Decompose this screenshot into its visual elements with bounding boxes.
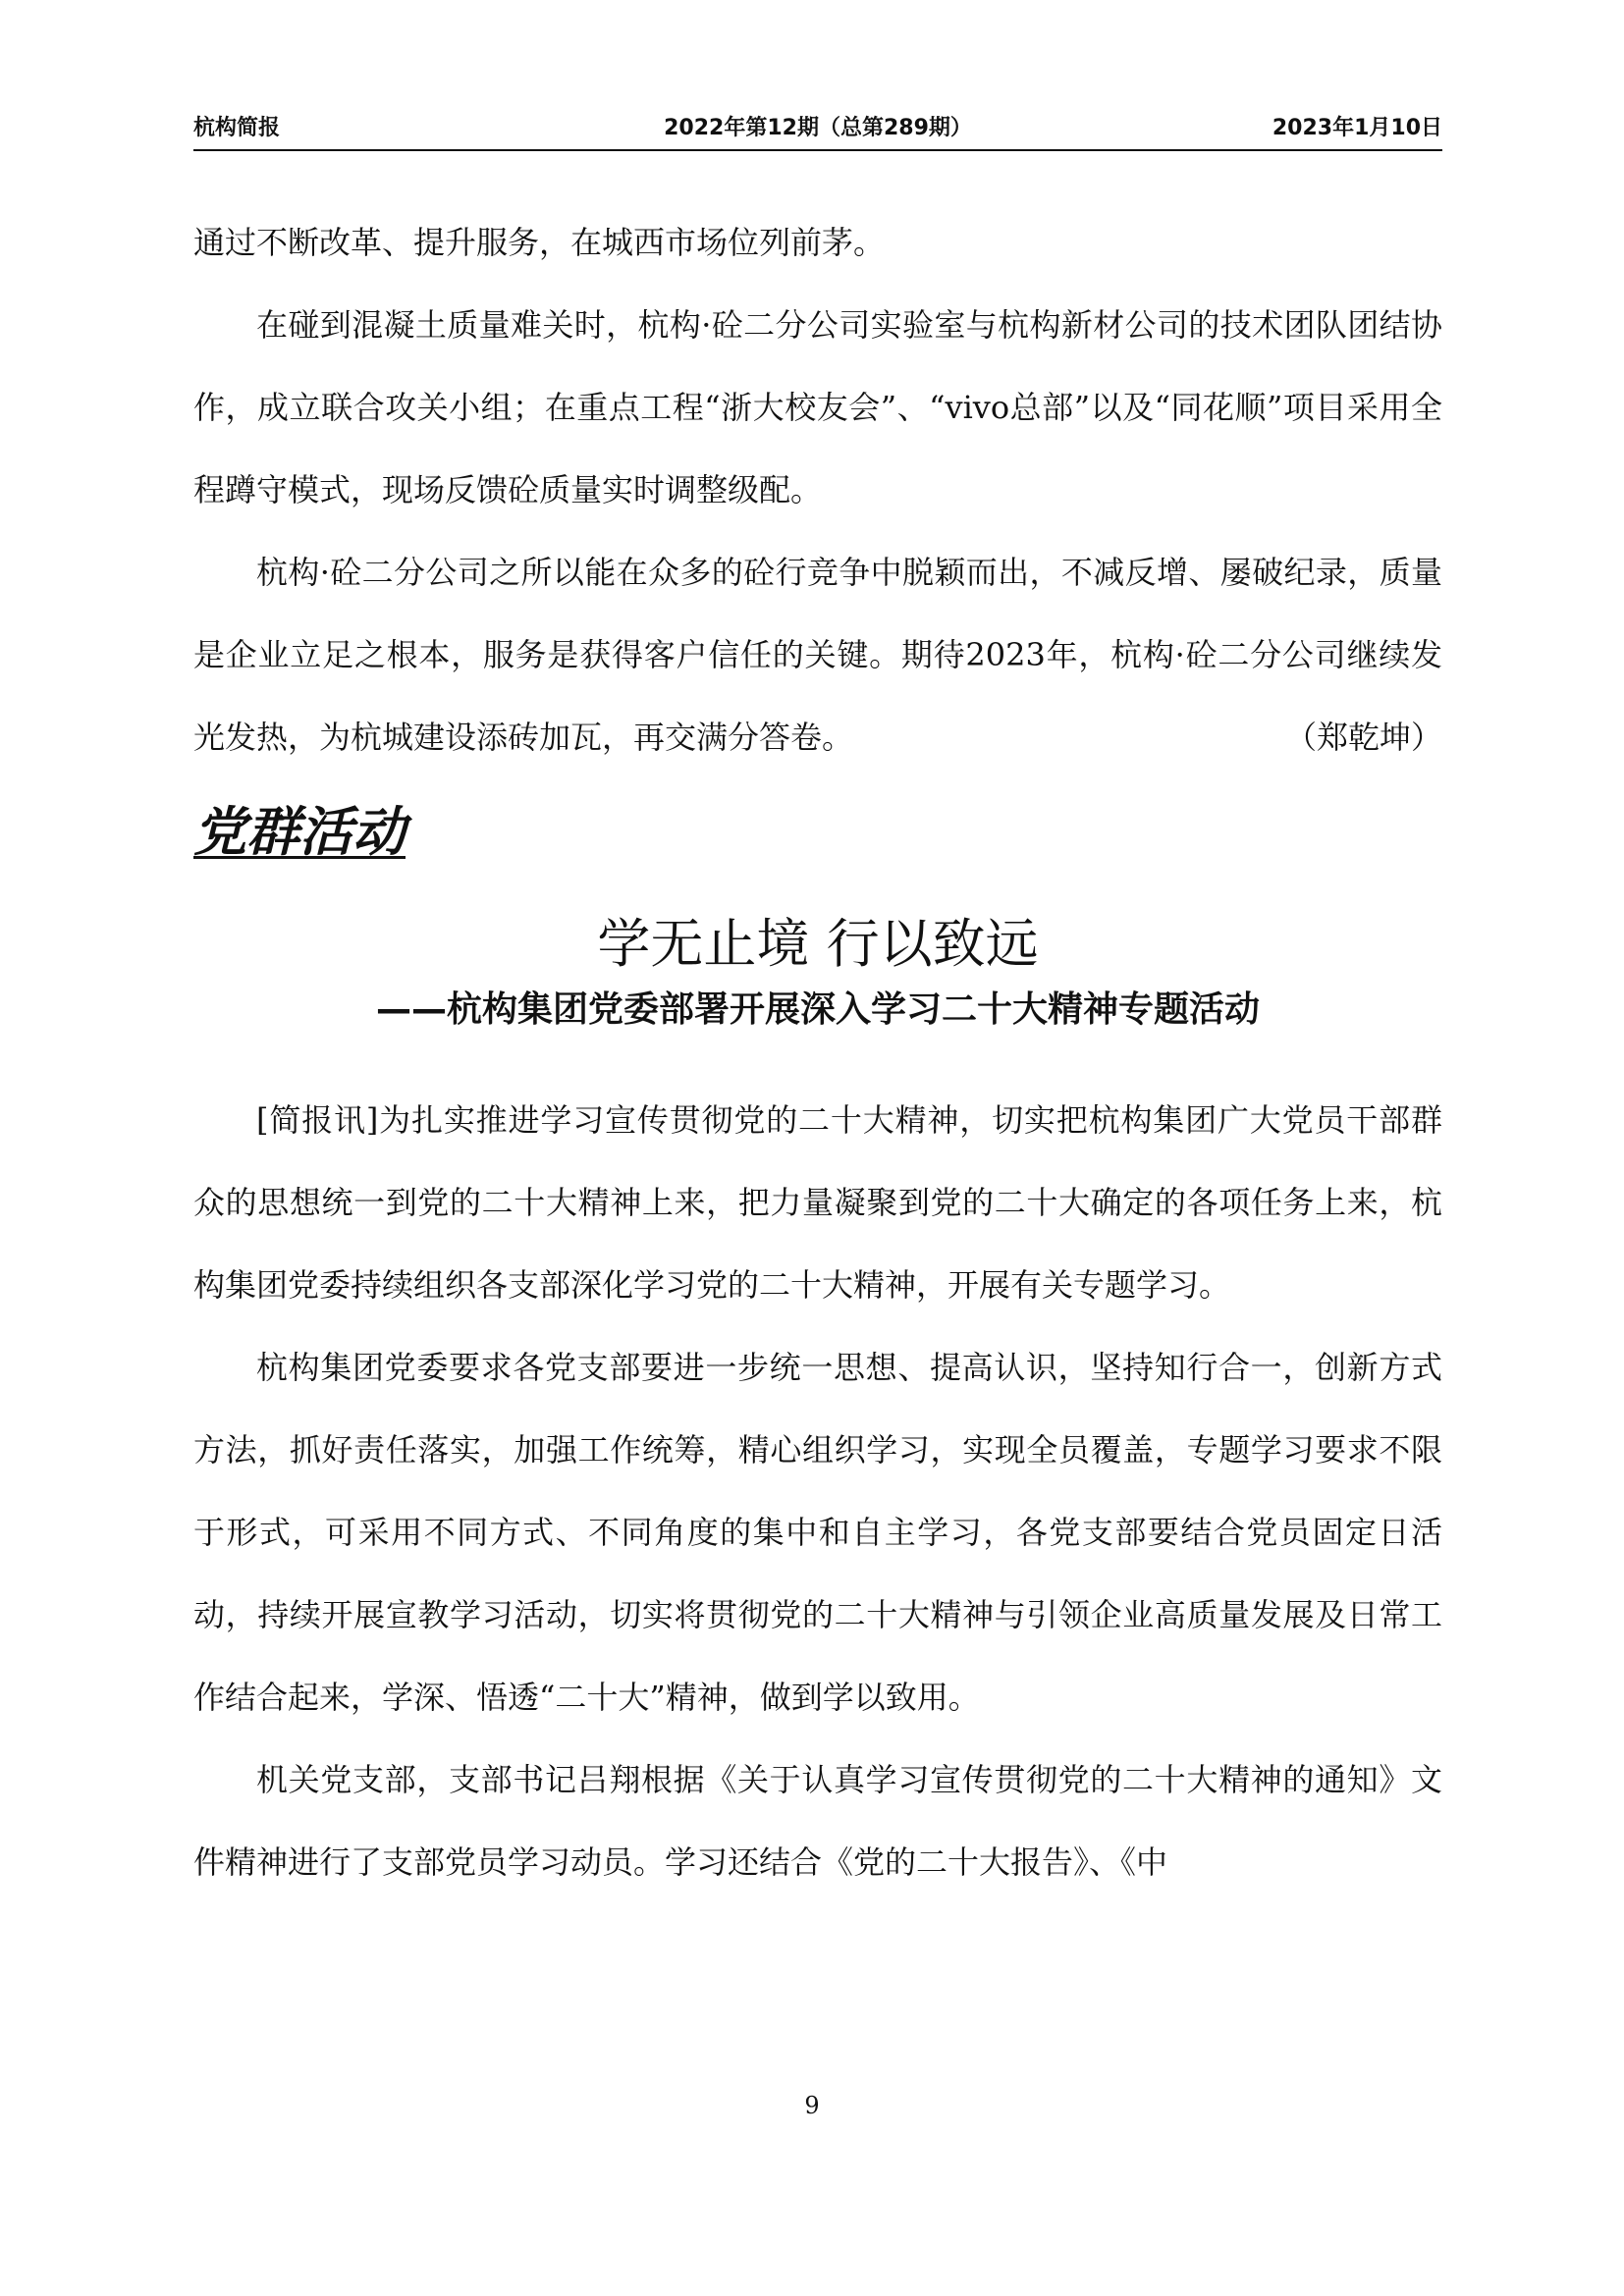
continued-paragraph-3-text: 杭构·砼二分公司之所以能在众多的砼行竞争中脱颖而出，不减反增、屡破纪录，质量是企业立足之根本，服务是获得客户信任的关键。期待2023年，杭构·砼二分公司继续发光发热，为杭城建设添砖加瓦，再交满分答卷。 [193,554,1442,756]
article-paragraph-2: 杭构集团党委要求各党支部要进一步统一思想、提高认识，坚持知行合一，创新方式方法，抓好责任落实，加强工作统筹，精心组织学习，实现全员覆盖，专题学习要求不限于形式，可采用不同方式、不同角度的集中和自主学习，各党支部要结合党员固定日活动，持续开展宣教学习活动，切实将贯彻党的二十大精神与引领企业高质量发展及日常工作结合起来，学深、悟透“二十大”精神，做到学以致用。 [193,1349,1442,1716]
page-header [193,112,1442,145]
continued-paragraph-3 [193,531,1442,778]
page-number: 9 [804,2092,820,2119]
title-spacer [193,1040,1442,1079]
author-credit: （郑乾坤） [1284,719,1442,756]
header-rule [193,149,1442,151]
header-issue: 2022年第12期（总第289期） [664,116,972,140]
continued-paragraph-1: 通过不断改革、提升服务，在城西市场位列前茅。 [193,224,886,261]
section-title: 党群活动 [193,801,406,863]
header-publication-name: 杭构简报 [193,116,281,140]
header-date: 2023年1月10日 [1272,116,1442,140]
continued-paragraph-2: 在碰到混凝土质量难关时，杭构·砼二分公司实验室与杭构新材公司的技术团队团结协作，成立联合攻关小组；在重点工程“浙大校友会”、“vivo总部”以及“同花顺”项目采用全程蹲守模式，现场反馈砼质量实时调整级配。 [193,306,1442,508]
article-title: 学无止境 行以致远 [597,913,1039,975]
article-subtitle: ——杭构集团党委部署开展深入学习二十大精神专题活动 [375,989,1260,1030]
article-paragraph-3: 机关党支部，支部书记吕翔根据《关于认真学习宣传贯彻党的二十大精神的通知》文件精神进行了支部党员学习动员。学习还结合《党的二十大报告》、《中 [193,1761,1442,1881]
article-paragraph-1: [简报讯]为扎实推进学习宣传贯彻党的二十大精神，切实把杭构集团广大党员干部群众的思想统一到党的二十大精神上来，把力量凝聚到党的二十大确定的各项任务上来，杭构集团党委持续组织各支部深化学习党的二十大精神，开展有关专题学习。 [193,1101,1442,1304]
page-body [193,201,1442,1903]
